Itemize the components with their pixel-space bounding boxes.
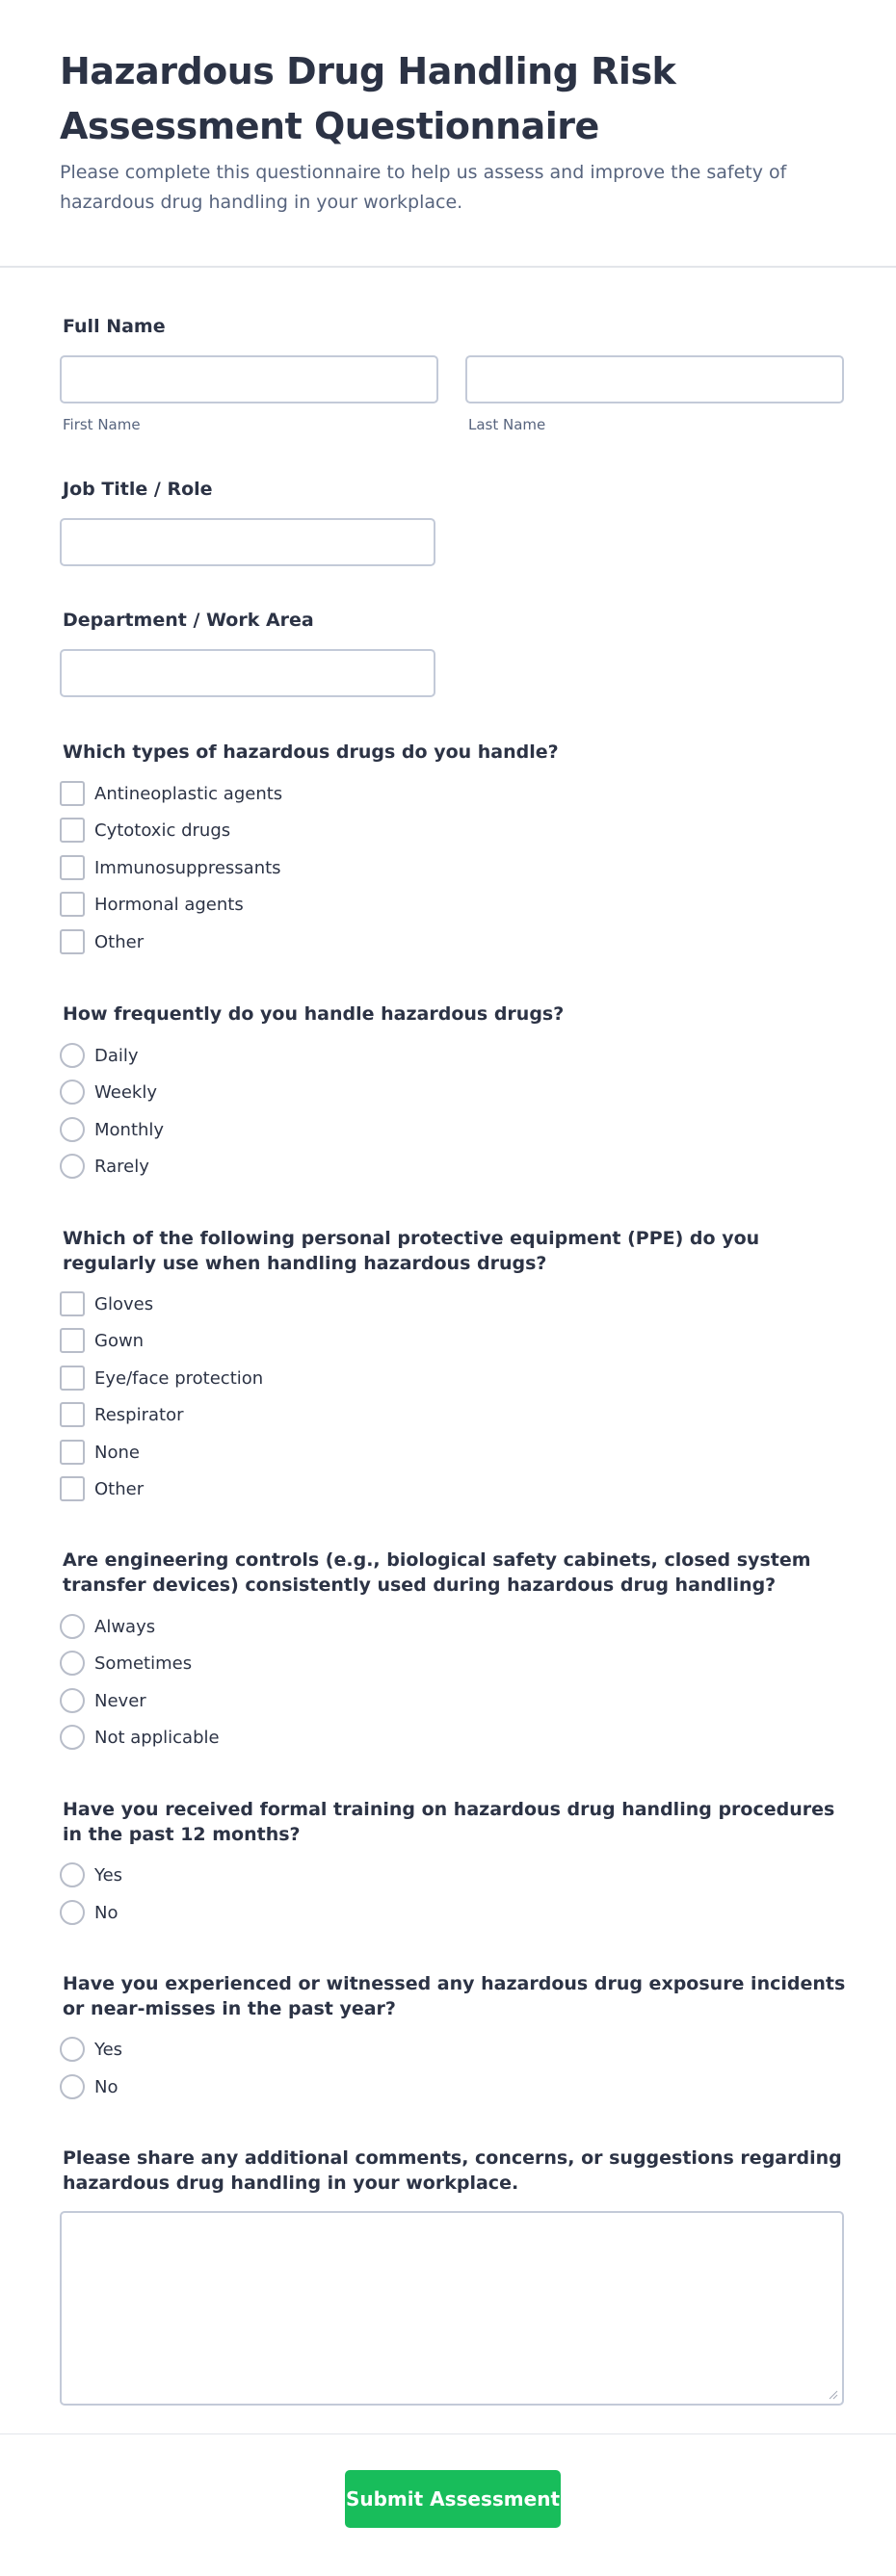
option-label: Never — [94, 1690, 146, 1711]
checkbox[interactable] — [60, 1402, 85, 1427]
frequency-option[interactable] — [60, 1153, 638, 1180]
engineering-option[interactable] — [60, 1724, 638, 1751]
checkbox[interactable] — [60, 1366, 85, 1391]
option-label: Immunosuppressants — [94, 857, 281, 878]
ppe-option[interactable] — [60, 1439, 638, 1466]
option-label: Other — [94, 1478, 145, 1499]
department-label: Department / Work Area — [63, 610, 314, 631]
engineering-question: Are engineering controls (e.g., biological safety cabinets, closed system transfer devices) consistently used during hazardous drug handling? — [63, 1549, 811, 1596]
incidents-option[interactable] — [60, 2036, 638, 2063]
radio-button[interactable] — [60, 2074, 85, 2099]
last-name-sublabel: Last Name — [468, 416, 546, 433]
footer-divider — [0, 2433, 896, 2434]
drug-types-question: Which types of hazardous drugs do you handle? — [63, 742, 559, 763]
option-label: Hormonal agents — [94, 894, 244, 915]
option-label: Sometimes — [94, 1652, 193, 1674]
option-label: Cytotoxic drugs — [94, 820, 231, 841]
checkbox[interactable] — [60, 818, 85, 843]
ppe-question: Which of the following personal protective equipment (PPE) do you regularly use when handling hazardous drugs? — [63, 1228, 760, 1274]
drug-type-option[interactable] — [60, 817, 638, 844]
option-label: Weekly — [94, 1081, 157, 1103]
ppe-option[interactable] — [60, 1401, 638, 1428]
radio-button[interactable] — [60, 1725, 85, 1750]
drug-type-option[interactable] — [60, 780, 638, 807]
training-question: Have you received formal training on hazardous drug handling procedures in the past 12 months? — [63, 1799, 835, 1845]
radio-button[interactable] — [60, 1651, 85, 1676]
option-label: Monthly — [94, 1119, 165, 1140]
radio-button[interactable] — [60, 1614, 85, 1639]
full-name-label: Full Name — [63, 316, 166, 337]
radio-button[interactable] — [60, 1154, 85, 1179]
engineering-option[interactable] — [60, 1687, 638, 1714]
option-label: Other — [94, 931, 145, 952]
option-label: Gloves — [94, 1293, 154, 1314]
frequency-question: How frequently do you handle hazardous drugs? — [63, 1003, 565, 1025]
comments-textarea[interactable] — [60, 2211, 844, 2406]
training-option[interactable] — [60, 1861, 638, 1888]
ppe-option[interactable] — [60, 1365, 638, 1392]
job-title-input[interactable] — [60, 518, 435, 566]
first-name-input[interactable] — [60, 355, 438, 403]
option-label: No — [94, 2076, 119, 2097]
radio-button[interactable] — [60, 1043, 85, 1068]
checkbox[interactable] — [60, 1440, 85, 1465]
frequency-option[interactable] — [60, 1116, 638, 1143]
last-name-input[interactable] — [465, 355, 844, 403]
option-label: Respirator — [94, 1404, 184, 1425]
checkbox[interactable] — [60, 1291, 85, 1316]
checkbox[interactable] — [60, 1328, 85, 1353]
checkbox[interactable] — [60, 929, 85, 954]
checkbox[interactable] — [60, 892, 85, 917]
checkbox[interactable] — [60, 781, 85, 806]
drug-type-option[interactable] — [60, 854, 638, 881]
option-label: Always — [94, 1616, 156, 1637]
drug-type-option[interactable] — [60, 891, 638, 918]
job-title-label: Job Title / Role — [63, 479, 213, 500]
checkbox[interactable] — [60, 1476, 85, 1501]
incidents-option[interactable] — [60, 2073, 638, 2100]
ppe-option[interactable] — [60, 1290, 638, 1317]
department-input[interactable] — [60, 649, 435, 697]
option-label: Yes — [94, 1864, 123, 1886]
page-subtitle: Please complete this questionnaire to help us assess and improve the safety of hazardous drug handling in your workplace. — [60, 162, 787, 213]
resize-grip-icon[interactable] — [829, 2390, 838, 2400]
frequency-option[interactable] — [60, 1079, 638, 1106]
radio-button[interactable] — [60, 1862, 85, 1887]
radio-button[interactable] — [60, 1117, 85, 1142]
option-label: Antineoplastic agents — [94, 783, 283, 804]
option-label: No — [94, 1902, 119, 1923]
training-option[interactable] — [60, 1899, 638, 1926]
option-label: Gown — [94, 1330, 145, 1351]
submit-assessment-button[interactable]: Submit Assessment — [345, 2470, 561, 2528]
engineering-option[interactable] — [60, 1613, 638, 1640]
radio-button[interactable] — [60, 1688, 85, 1713]
comments-question: Please share any additional comments, concerns, or suggestions regarding hazardous drug handling in your workplace. — [63, 2147, 842, 2194]
drug-type-option[interactable] — [60, 928, 638, 955]
radio-button[interactable] — [60, 1900, 85, 1925]
page-title: Hazardous Drug Handling Risk Assessment Questionnaire — [60, 50, 676, 147]
first-name-sublabel: First Name — [63, 416, 141, 433]
frequency-option[interactable] — [60, 1042, 638, 1069]
engineering-option[interactable] — [60, 1650, 638, 1677]
ppe-option[interactable] — [60, 1475, 638, 1502]
option-label: Rarely — [94, 1156, 149, 1177]
checkbox[interactable] — [60, 855, 85, 880]
ppe-option[interactable] — [60, 1327, 638, 1354]
header-divider — [0, 266, 896, 268]
radio-button[interactable] — [60, 2037, 85, 2062]
option-label: Eye/face protection — [94, 1367, 264, 1389]
radio-button[interactable] — [60, 1080, 85, 1105]
option-label: None — [94, 1442, 140, 1463]
option-label: Yes — [94, 2039, 123, 2060]
option-label: Daily — [94, 1045, 139, 1066]
incidents-question: Have you experienced or witnessed any hazardous drug exposure incidents or near-misses in the past year? — [63, 1973, 846, 2019]
option-label: Not applicable — [94, 1727, 220, 1748]
